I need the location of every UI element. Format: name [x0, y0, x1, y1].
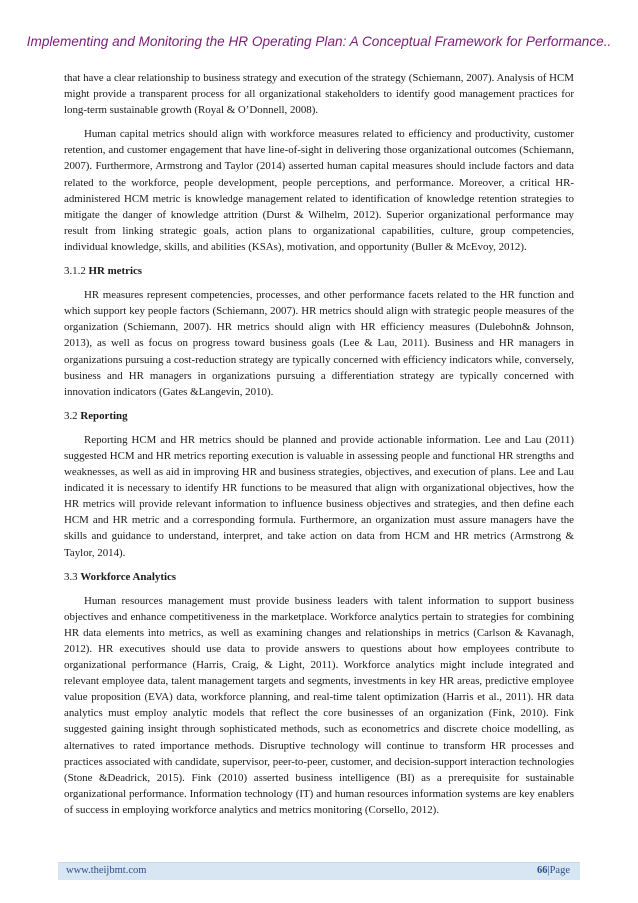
section-title: Workforce Analytics	[80, 570, 177, 583]
paragraph-reporting: Reporting HCM and HR metrics should be planned and provide actionable information. Lee and Lau (2011) suggested HCM and HR metrics reporting execution is valuable in assessing people and functional HR strengths and weaknesses, as well as aid in improving HR and business strategies, objectives, and execution of plans. Lee and Lau indicated it is necessary to identify HR functions to be measured that align with organizational objectives, how the HR metrics will provide relevant information to influence business objectives and strategies, and then define each HCM and HR metric and a corresponding formula. Furthermore, an organization must assure managers have the skills and guidance to understand, interpret, and take action on data from HCM and HR metrics (Armstrong & Taylor, 2014).	[64, 433, 574, 559]
section-title: HR metrics	[88, 265, 143, 278]
journal-url[interactable]: www.theijbmt.com	[66, 865, 147, 876]
section-heading-reporting	[64, 408, 574, 424]
section-number: 3.1.2	[64, 265, 86, 278]
page-number-value: 66	[536, 865, 548, 876]
section-title: Reporting	[80, 409, 128, 422]
section-heading-hr-metrics	[64, 263, 574, 279]
page-label: |Page	[547, 865, 570, 876]
paragraph-human-capital-metrics: Human capital metrics should align with workforce measures related to efficiency and productivity, customer retention, and customer engagement that have line-of-sight in delivering those organizational outcomes (Schiemann, 2007). Furthermore, Armstrong and Taylor (2014) asserted human capital measures should include factors and data related to the workforce, people development, people perceptions, and performance. Moreover, a critical HR-administered HCM metric is knowledge management related to identification of knowledge retention strategies to mitigate the danger of knowledge attrition (Durst & Wilhelm, 2012). Superior organizational performance may result from linking strategic goals, action plans to organizational capabilities, culture, group competencies, individual knowledge, skills, and abilities (KSAs), motivation, and opportunity (Buller & McEvoy, 2012).	[64, 128, 574, 253]
section-number: 3.3	[64, 570, 78, 583]
running-header: Implementing and Monitoring the HR Operating Plan: A Conceptual Framework for Performance..	[26, 34, 612, 49]
section-heading-workforce-analytics	[64, 569, 574, 585]
paragraph-workforce-analytics: Human resources management must provide business leaders with talent information to support business objectives and enhance competitiveness in the marketplace. Workforce analytics pertain to strategies for combining HR data elements into metrics, as well as examining changes and relationships in metrics (Carlson & Kavanagh, 2012). HR executives should use data to provide answers to questions about how employees contribute to organizational performance (Harris, Craig, & Light, 2011). Workforce analytics might include integrated and relevant employee data, talent management targets and segments, investments in key HR areas, predictive employee value proposition (EVA) data, workforce planning, and real-time talent optimization (Harris et al., 2011). HR data analytics must employ analytic models that reflect the core businesses of an organization (Fink, 2010). Fink suggested gaining insight through sophisticated methods, such as econometrics and discrete choice modelling, as alternatives to rated importance methods. Disruptive technology will continue to transform HR processes and practices associated with candidate, supervisor, peer-to-peer, customer, and decision-support interaction technologies (Stone &Deadrick, 2015). Fink (2010) asserted business intelligence (BI) as a prerequisite for sustainable organizational performance. Information technology (IT) and human resources information systems are key enablers of success in employing workforce analytics and metrics monitoring (Corsello, 2012).	[64, 594, 574, 816]
paragraph-continued: that have a clear relationship to business strategy and execution of the strategy (Schiemann, 2007). Analysis of HCM might provide a transparent process for all organizational stakeholders to identify good management practices for long-term sustainable growth (Royal & O’Donnell, 2008).	[64, 72, 574, 117]
page-footer	[58, 862, 580, 880]
paragraph-hr-metrics: HR measures represent competencies, processes, and other performance facets related to the HR function and which support key people factors (Schiemann, 2007). HR metrics should align with strategic people measures of the organization (Schiemann, 2007). HR metrics should align with HR efficiency measures (Dulebohn& Johnson, 2013), as well as focus on progress toward business goals (Lee & Lau, 2011). Business and HR managers in organizations pursuing a cost-reduction strategy are typically concerned with efficiency indicators while, conversely, business and HR managers in organizations pursuing a differentiation strategy are typically concerned with innovation indicators (Gates &Langevin, 2010).	[64, 289, 574, 398]
page-body	[64, 70, 574, 826]
section-number: 3.2	[64, 409, 78, 422]
page-number	[537, 865, 570, 876]
